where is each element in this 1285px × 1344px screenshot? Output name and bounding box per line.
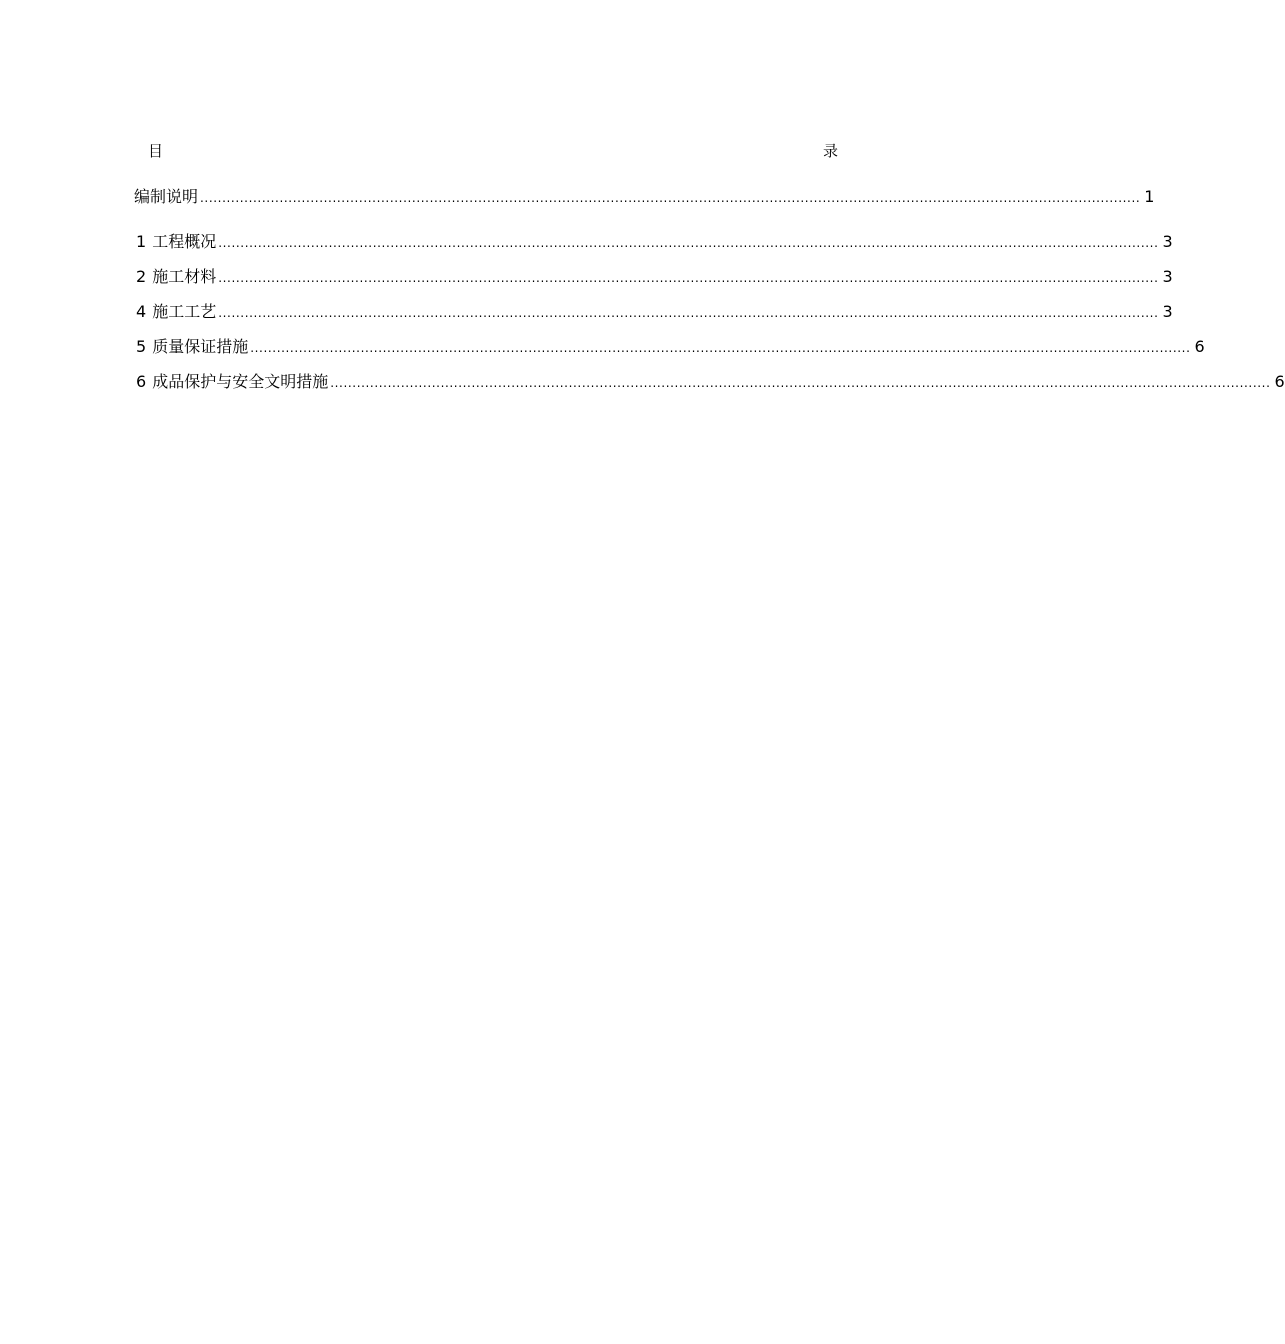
toc-heading (148, 140, 838, 160)
toc-dot-leader: ..................................................................................................................................................................................................................... (218, 236, 1159, 250)
toc-dot-leader: ..................................................................................................................................................................................................................... (218, 306, 1159, 320)
toc-entry-page: 6 (1194, 337, 1205, 356)
toc-entry-number: 1 (136, 232, 147, 251)
toc-entry-number: 6 (136, 372, 147, 391)
toc-heading-right: 录 (822, 142, 838, 160)
toc-entry-page: 3 (1162, 232, 1173, 251)
toc-entry-title: 质量保证措施 (152, 337, 249, 356)
toc-entry-page: 3 (1162, 267, 1173, 286)
toc-entry[interactable] (134, 231, 1173, 253)
toc-dot-leader: ..................................................................................................................................................................................................................... (250, 341, 1191, 355)
toc-entry-title: 编制说明 (134, 187, 199, 206)
toc-entry-title: 工程概况 (152, 232, 217, 251)
toc-dot-leader: ..................................................................................................................................................................................................................... (218, 271, 1159, 285)
toc-entry[interactable] (134, 186, 1155, 208)
toc-dot-leader: ..................................................................................................................................................................................................................... (330, 376, 1271, 390)
toc-entry[interactable] (134, 371, 1285, 393)
toc-entry-number: 4 (136, 302, 147, 321)
toc-entry[interactable] (134, 336, 1205, 358)
toc-entry-title: 成品保护与安全文明措施 (152, 372, 329, 391)
toc-entry-title: 施工材料 (152, 267, 217, 286)
toc-entry-number: 5 (136, 337, 147, 356)
toc-entry-page: 1 (1144, 187, 1155, 206)
toc-entry[interactable] (134, 266, 1173, 288)
toc-entry-page: 3 (1162, 302, 1173, 321)
toc-entry-number: 2 (136, 267, 147, 286)
toc-dot-leader: ..................................................................................................................................................................................................................... (200, 191, 1141, 205)
toc-entry[interactable] (134, 301, 1173, 323)
toc-entry-page: 6 (1274, 372, 1285, 391)
toc-entry-title: 施工工艺 (152, 302, 217, 321)
toc-heading-left: 目 (148, 142, 164, 160)
